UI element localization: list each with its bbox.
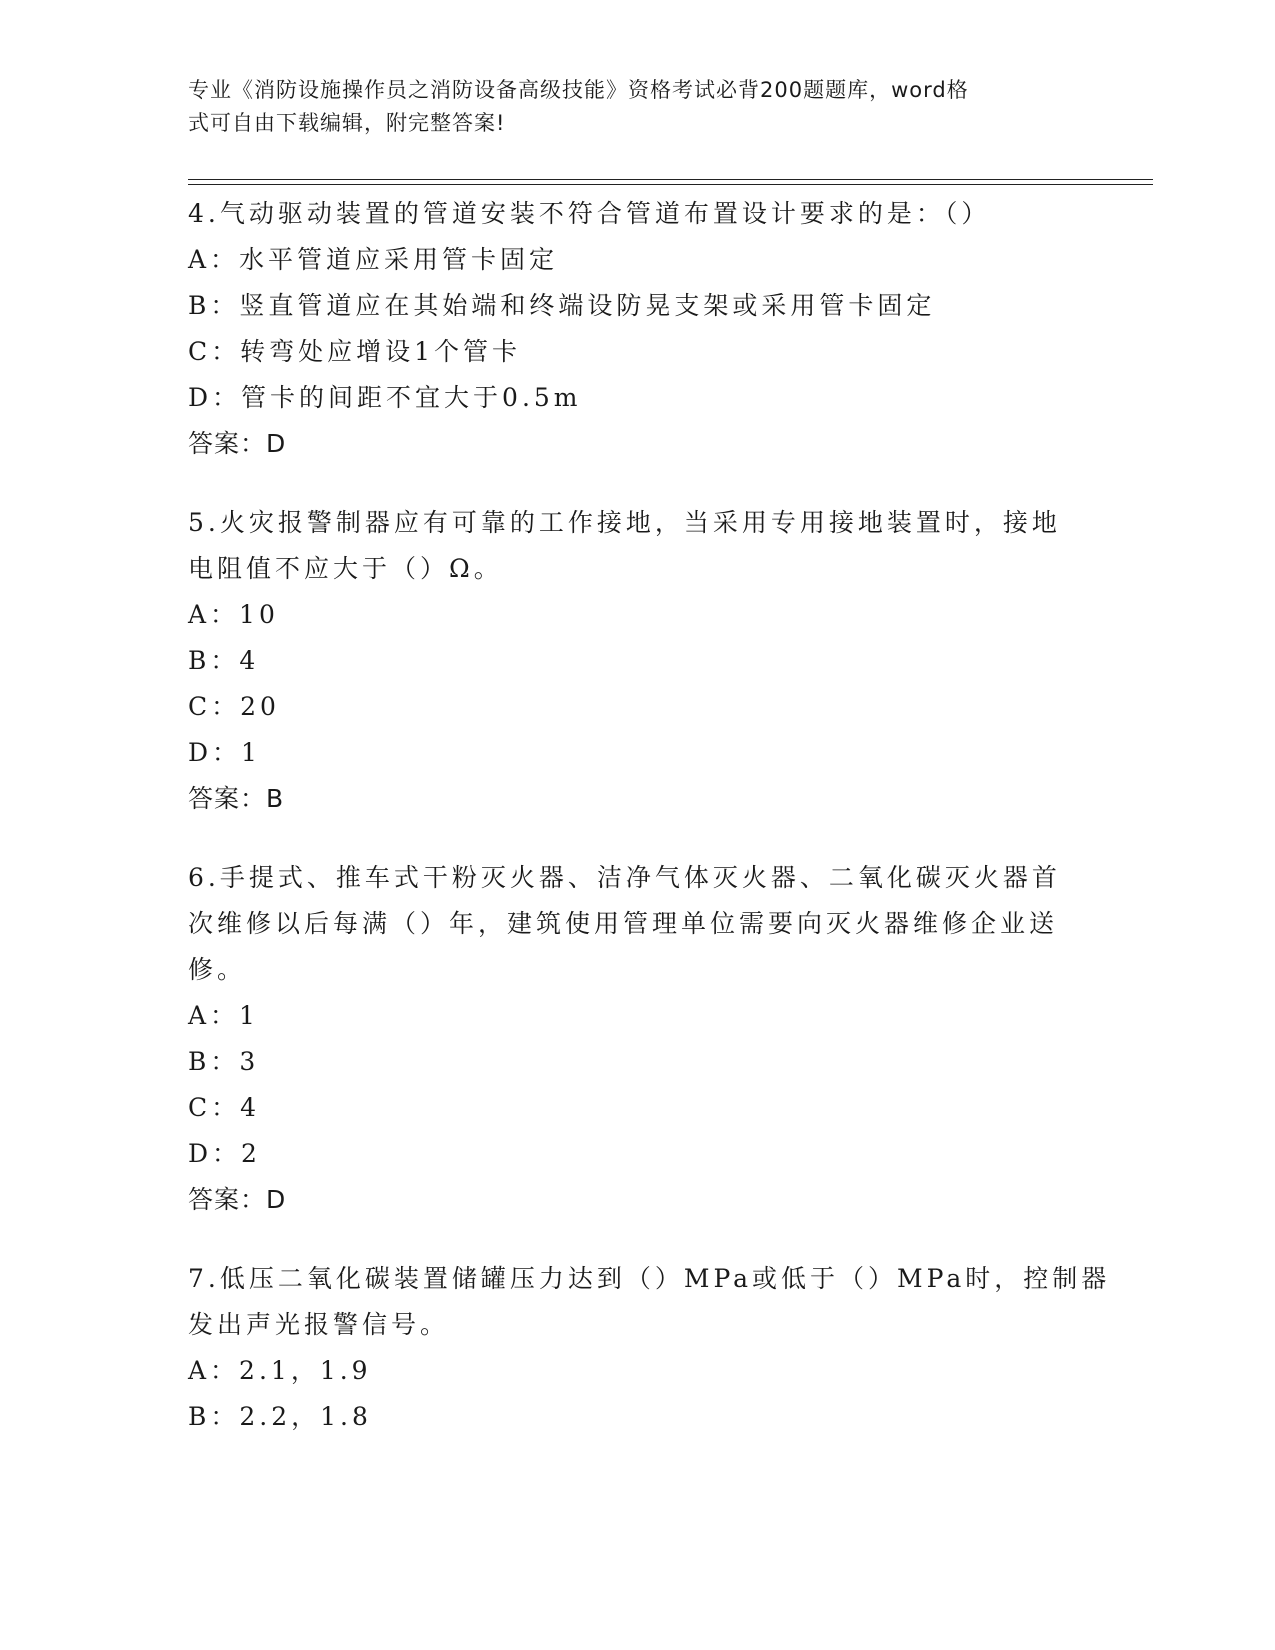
stem-line: 7.低压二氧化碳装置储罐压力达到（）MPa或低于（）MPa时，控制器 <box>188 1264 1111 1293</box>
option-c: C：20 <box>188 692 280 721</box>
option-a: A：1 <box>188 1001 259 1030</box>
option-b: B：3 <box>188 1047 260 1076</box>
option-d: D：2 <box>188 1139 261 1168</box>
option-d: D：管卡的间距不宜大于0.5m <box>188 383 582 412</box>
question-5 <box>188 500 1088 822</box>
question-stem <box>188 1256 1111 1348</box>
stem-line: 修。 <box>188 955 247 984</box>
stem-line: 5.火灾报警制器应有可靠的工作接地，当采用专用接地装置时，接地 <box>188 508 1061 537</box>
option-a: A：2.1，1.9 <box>188 1356 372 1385</box>
option-b: B：4 <box>188 646 260 675</box>
stem-line: 4.气动驱动装置的管道安装不符合管道布置设计要求的是：（） <box>188 199 991 228</box>
header-divider-bottom <box>188 184 1153 185</box>
question-stem <box>188 500 1068 592</box>
option-a: A：10 <box>188 600 279 629</box>
header-divider-top <box>188 179 1153 180</box>
question-6 <box>188 855 1088 1223</box>
question-list <box>188 191 1111 1473</box>
answer-text: 答案：D <box>188 1185 287 1214</box>
answer-text: 答案：B <box>188 784 285 813</box>
header-line-1: 专业《消防设施操作员之消防设备高级技能》资格考试必背200题题库，word格 <box>188 78 969 102</box>
option-b: B：竖直管道应在其始端和终端设防晃支架或采用管卡固定 <box>188 291 936 320</box>
stem-line: 6.手提式、推车式干粉灭火器、洁净气体灭火器、二氧化碳灭火器首 <box>188 863 1061 892</box>
question-7 <box>188 1256 1111 1440</box>
question-stem <box>188 855 1068 993</box>
document-header <box>188 74 1088 140</box>
question-4 <box>188 191 1088 467</box>
stem-line: 发出声光报警信号。 <box>188 1310 450 1339</box>
question-stem <box>188 191 1068 237</box>
option-c: C：4 <box>188 1093 261 1122</box>
header-line-2: 式可自由下载编辑，附完整答案! <box>188 111 506 135</box>
answer-text: 答案：D <box>188 429 287 458</box>
stem-line: 次维修以后每满（）年，建筑使用管理单位需要向灭火器维修企业送 <box>188 909 1059 938</box>
option-c: C：转弯处应增设1个管卡 <box>188 337 522 366</box>
option-b: B：2.2，1.8 <box>188 1402 372 1431</box>
option-d: D：1 <box>188 738 261 767</box>
stem-line: 电阻值不应大于（）Ω。 <box>188 554 503 583</box>
option-a: A：水平管道应采用管卡固定 <box>188 245 559 274</box>
